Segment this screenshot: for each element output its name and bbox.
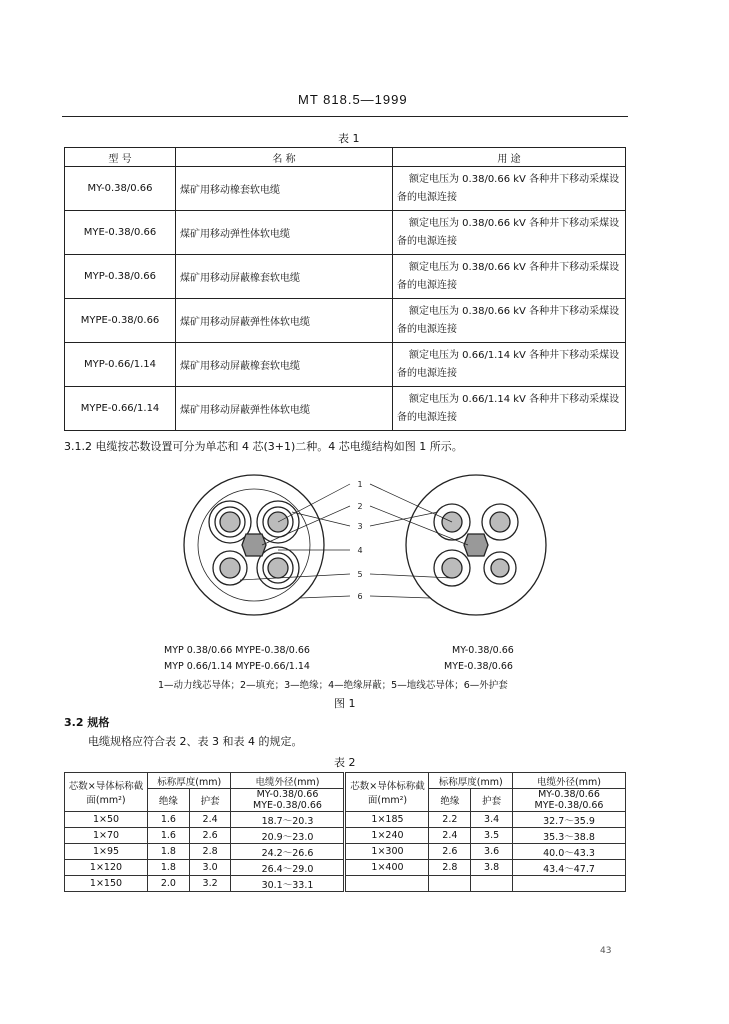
od-model-1: MY-0.38/0.66 [256, 789, 319, 800]
use-cell: 额定电压为 0.38/0.66 kV 各种井下移动采煤设备的电源连接 [393, 211, 626, 255]
table2-header-row [65, 773, 626, 789]
cell: 24.2～26.6 [231, 844, 345, 860]
cell: 1×120 [65, 860, 148, 876]
standard-number: MT 818.5—1999 [298, 92, 408, 107]
figure-left-label-2: MYP 0.66/1.14 MYPE-0.66/1.14 [164, 661, 310, 672]
cell: 3.2 [189, 876, 231, 892]
name-cell: 煤矿用移动屏蔽橡套软电缆 [176, 255, 393, 299]
cell: 1×240 [345, 828, 429, 844]
name-cell: 煤矿用移动屏蔽弹性体软电缆 [176, 387, 393, 431]
od-model-2: MYE-0.38/0.66 [534, 800, 604, 811]
model-cell: MYPE-0.66/1.14 [65, 387, 176, 431]
header-thickness: 标称厚度(mm) [148, 773, 231, 789]
cell: 3.4 [471, 812, 513, 828]
table1-header-model: 型 号 [65, 148, 176, 167]
cell: 18.7～20.3 [231, 812, 345, 828]
cell: 2.4 [429, 828, 471, 844]
section-3-2-heading: 3.2 规格 [64, 716, 110, 729]
cell: 43.4～47.7 [513, 860, 626, 876]
table-row [65, 211, 626, 255]
table2 [64, 772, 626, 892]
header-sheath: 护套 [189, 789, 231, 812]
table1-header-use: 用 途 [393, 148, 626, 167]
cell [513, 876, 626, 892]
cell: 2.8 [189, 844, 231, 860]
cell: 1×95 [65, 844, 148, 860]
header-od: 电缆外径(mm) [231, 773, 345, 789]
cell: 2.8 [429, 860, 471, 876]
model-cell: MYP-0.38/0.66 [65, 255, 176, 299]
cell: 26.4～29.0 [231, 860, 345, 876]
table-row [65, 812, 626, 828]
figure-legend: 1—动力线芯导体；2—填充；3—绝缘；4—绝缘屏蔽；5—地线芯导体；6—外护套 [158, 680, 508, 691]
table1-caption: 表 1 [338, 132, 360, 145]
header-thickness-right: 标称厚度(mm) [429, 773, 513, 789]
cell: 30.1～33.1 [231, 876, 345, 892]
header-od-models [231, 789, 345, 812]
figure-left-label-1: MYP 0.38/0.66 MYPE-0.38/0.66 [164, 645, 310, 656]
name-cell: 煤矿用移动橡套软电缆 [176, 167, 393, 211]
cell: 1×70 [65, 828, 148, 844]
table-row [65, 299, 626, 343]
table-row [65, 844, 626, 860]
cell: 40.0～43.3 [513, 844, 626, 860]
cell: 2.2 [429, 812, 471, 828]
cable-cross-section-figure [170, 470, 560, 620]
cell: 2.6 [429, 844, 471, 860]
header-insulation: 绝缘 [148, 789, 190, 812]
cell [345, 876, 429, 892]
header-od-models-right [513, 789, 626, 812]
cell: 3.6 [471, 844, 513, 860]
header-cores: 芯数×导体标称截面(mm²) [65, 773, 148, 812]
callout-2: 2 [357, 502, 363, 511]
name-cell: 煤矿用移动屏蔽弹性体软电缆 [176, 299, 393, 343]
callout-4: 4 [357, 546, 363, 555]
right-cable-icon [406, 475, 546, 615]
header-insulation-right: 绝缘 [429, 789, 471, 812]
figure-right-label-1: MY-0.38/0.66 [452, 645, 514, 656]
table-row [65, 343, 626, 387]
figure-caption: 图 1 [334, 697, 356, 710]
cell: 35.3～38.8 [513, 828, 626, 844]
use-cell: 额定电压为 0.38/0.66 kV 各种井下移动采煤设备的电源连接 [393, 167, 626, 211]
cell: 2.0 [148, 876, 190, 892]
cell [471, 876, 513, 892]
table-row [65, 860, 626, 876]
table-row [65, 876, 626, 892]
cell [429, 876, 471, 892]
cell: 1×400 [345, 860, 429, 876]
table-row [65, 255, 626, 299]
use-cell: 额定电压为 0.66/1.14 kV 各种井下移动采煤设备的电源连接 [393, 387, 626, 431]
section-3-2-text: 电缆规格应符合表 2、表 3 和表 4 的规定。 [88, 735, 303, 748]
cell: 3.8 [471, 860, 513, 876]
header-od-right: 电缆外径(mm) [513, 773, 626, 789]
use-cell: 额定电压为 0.38/0.66 kV 各种井下移动采煤设备的电源连接 [393, 255, 626, 299]
cell: 1.8 [148, 860, 190, 876]
section-3-1-2: 3.1.2 电缆按芯数设置可分为单芯和 4 芯(3+1)二种。4 芯电缆结构如图 1 所示。 [64, 440, 463, 453]
table2-caption: 表 2 [334, 756, 356, 769]
cell: 3.0 [189, 860, 231, 876]
name-cell: 煤矿用移动弹性体软电缆 [176, 211, 393, 255]
model-cell: MY-0.38/0.66 [65, 167, 176, 211]
cell: 2.6 [189, 828, 231, 844]
cell: 1×185 [345, 812, 429, 828]
cell: 1×300 [345, 844, 429, 860]
cell: 2.4 [189, 812, 231, 828]
cell: 1.6 [148, 812, 190, 828]
table1 [64, 147, 626, 431]
cell: 32.7～35.9 [513, 812, 626, 828]
callout-6: 6 [357, 592, 363, 601]
od-model-1: MY-0.38/0.66 [538, 789, 600, 800]
page-number: 43 [600, 946, 612, 956]
model-cell: MYPE-0.38/0.66 [65, 299, 176, 343]
table1-header-name: 名 称 [176, 148, 393, 167]
callout-3: 3 [357, 522, 363, 531]
od-model-2: MYE-0.38/0.66 [253, 800, 322, 811]
use-cell: 额定电压为 0.38/0.66 kV 各种井下移动采煤设备的电源连接 [393, 299, 626, 343]
model-cell: MYP-0.66/1.14 [65, 343, 176, 387]
left-cable-icon [184, 475, 324, 615]
table1-header-row [65, 148, 626, 167]
cell: 1×150 [65, 876, 148, 892]
cell: 1.8 [148, 844, 190, 860]
name-cell: 煤矿用移动屏蔽橡套软电缆 [176, 343, 393, 387]
table-row [65, 387, 626, 431]
callout-5: 5 [357, 570, 363, 579]
model-cell: MYE-0.38/0.66 [65, 211, 176, 255]
figure-right-label-2: MYE-0.38/0.66 [444, 661, 513, 672]
cell: 1.6 [148, 828, 190, 844]
table-row [65, 828, 626, 844]
table-row [65, 167, 626, 211]
header-sheath-right: 护套 [471, 789, 513, 812]
cell: 3.5 [471, 828, 513, 844]
header-rule [62, 116, 628, 117]
cell: 20.9～23.0 [231, 828, 345, 844]
header-cores-right: 芯数×导体标称截面(mm²) [345, 773, 429, 812]
cell: 1×50 [65, 812, 148, 828]
callout-1: 1 [357, 480, 363, 489]
use-cell: 额定电压为 0.66/1.14 kV 各种井下移动采煤设备的电源连接 [393, 343, 626, 387]
